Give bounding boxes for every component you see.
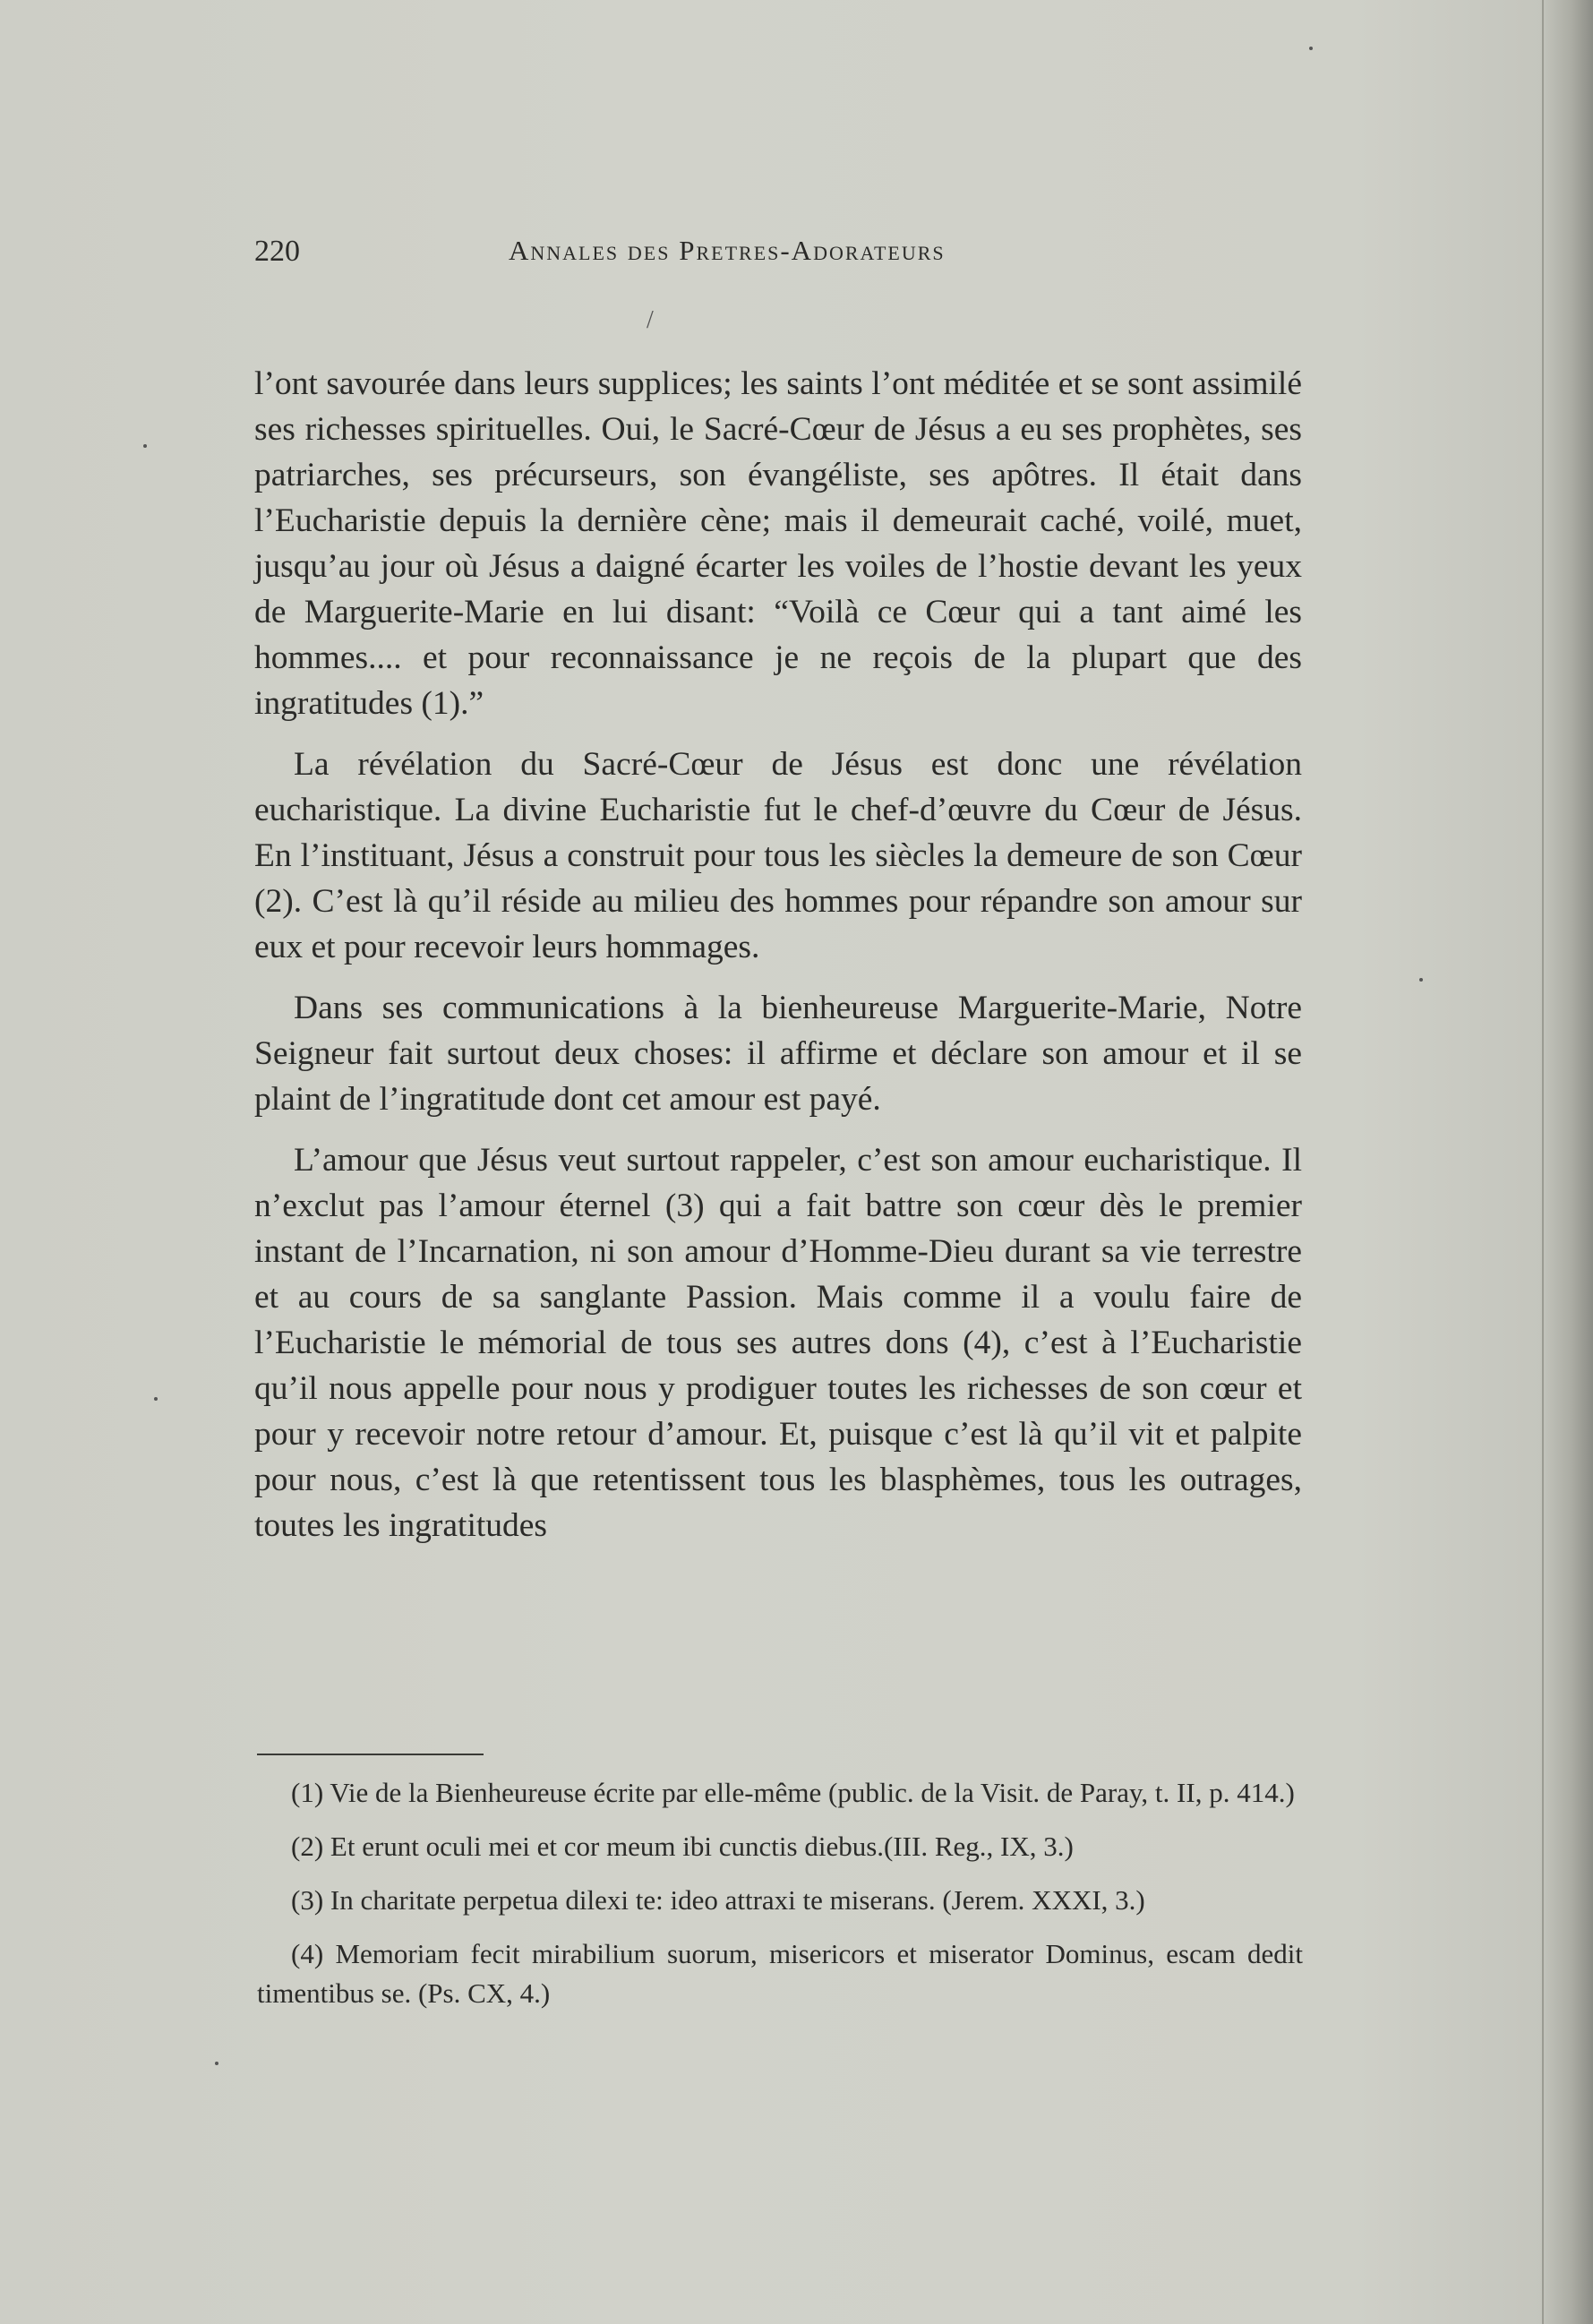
footnote: (3) In charitate perpetua dilexi te: ideo attraxi te miserans. (Jerem. XXXI, 3.) (291, 1884, 1145, 1916)
page-edge-line (1542, 0, 1544, 2324)
paper-speck (1309, 47, 1313, 50)
paper-speck (1419, 978, 1423, 982)
footnotes (257, 1773, 1303, 2028)
body-text (254, 361, 1302, 1564)
paper-speck (154, 1397, 158, 1401)
paragraph: La révélation du Sacré-Cœur de Jésus est donc une révélation eucharistique. La divine Eucharistie fut le chef-d’œuvre du Cœur de Jésus. En l’instituant, Jésus a construit pour tous les siècles la demeure de son Cœur (2). C’est là qu’il réside au milieu des hommes pour répandre son amour sur eux et pour recevoir leurs hommages. (254, 746, 1302, 965)
running-head (254, 235, 1306, 279)
paper-speck (143, 444, 147, 448)
paragraph: l’ont savourée dans leurs supplices; les saints l’ont méditée et se sont assimilé ses richesses spirituelles. Oui, le Sacré-Cœur de Jésus a eu ses prophètes, ses patriarches, ses précurseurs, son évangéliste, ses apôtres. Il était dans l’Eucharistie depuis la dernière cène; mais il demeurait caché, voilé, muet, jusqu’au jour où Jésus a daigné écarter les voiles de l’hostie devant les yeux de Marguerite-Marie en lui disant: “Voilà ce Cœur qui a tant aimé les hommes.... et pour reconnaissance je ne reçois de la plupart que des ingratitudes (1).” (254, 365, 1302, 722)
paragraph: L’amour que Jésus veut surtout rappeler, c’est son amour eucharistique. Il n’exclut pas l’amour éternel (3) qui a fait battre son cœur dès le premier instant de l’Incarnation, ni son amour d’Homme-Dieu durant sa vie terrestre et au cours de sa sanglante Passion. Mais comme il a voulu faire de l’Eucharistie le mémorial de tous ses autres dons (4), c’est à l’Eucharistie qu’il nous appelle pour nous y prodiguer toutes les richesses de son cœur et pour y recevoir notre retour d’amour. Et, puisque c’est là qu’il vit et palpite pour nous, c’est là que retentissent tous les blasphèmes, tous les outrages, toutes les ingratitudes (254, 1142, 1302, 1544)
page-edge-shadow (1539, 0, 1593, 2324)
paragraph: Dans ses communications à la bienheureuse Marguerite-Marie, Notre Seigneur fait surtout deux choses: il affirme et déclare son amour et il se plaint de l’ingratitude dont cet amour est payé. (254, 990, 1302, 1118)
running-title: Annales des Pretres-Adorateurs (509, 235, 946, 266)
page-number: 220 (254, 235, 300, 268)
footnote: (1) Vie de la Bienheureuse écrite par elle-même (public. de la Visit. de Paray, t. II, p. 414.) (291, 1777, 1295, 1808)
footnote: (2) Et erunt oculi mei et cor meum ibi cunctis diebus.(III. Reg., IX, 3.) (291, 1831, 1074, 1862)
footnote-rule (257, 1754, 484, 1755)
stray-pencil-mark: / (647, 306, 654, 334)
paper-speck (215, 2062, 218, 2065)
footnote: (4) Memoriam fecit mirabilium suorum, misericors et miserator Dominus, escam dedit timentibus se. (Ps. CX, 4.) (257, 1938, 1303, 2009)
